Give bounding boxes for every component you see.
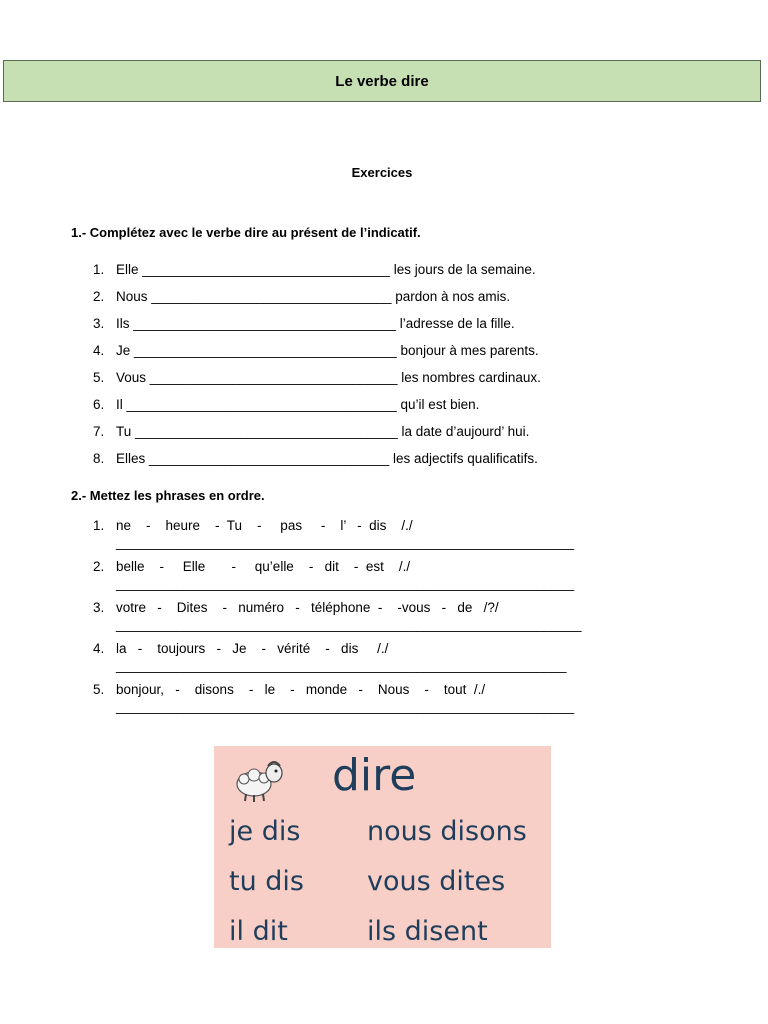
list-item — [93, 451, 541, 478]
conjugation-form: ils disent — [367, 916, 488, 947]
title-banner — [3, 60, 761, 102]
item-text: Elles ________________________________ les adjectifs qualificatifs. — [116, 451, 538, 466]
list-item — [93, 559, 582, 600]
scrambled-words: votre - Dites - numéro - téléphone - -vous - de /?/ — [116, 600, 499, 615]
answer-line: _____________________________________________________________ — [116, 576, 574, 591]
scrambled-words: ne - heure - Tu - pas - l’ - dis /./ — [116, 518, 413, 533]
item-text: Vous _________________________________ les nombres cardinaux. — [116, 370, 541, 385]
exercise2-title: 2.- Mettez les phrases en ordre. — [71, 488, 265, 503]
conjugation-form: je dis — [229, 816, 301, 847]
item-number: 5. — [93, 370, 105, 385]
item-text: Nous ________________________________ pardon à nos amis. — [116, 289, 511, 304]
item-number: 6. — [93, 397, 105, 412]
list-item — [93, 262, 541, 289]
list-item — [93, 641, 582, 682]
list-item — [93, 370, 541, 397]
scrambled-words: bonjour, - disons - le - monde - Nous - tout /./ — [116, 682, 486, 697]
item-text: Il ____________________________________ qu’il est bien. — [116, 397, 480, 412]
item-text: Elle _________________________________ les jours de la semaine. — [116, 262, 536, 277]
answer-line: _____________________________________________________________ — [116, 535, 574, 550]
item-number: 4. — [93, 641, 105, 656]
conjugation-form: il dit — [229, 916, 288, 947]
item-number: 1. — [93, 262, 105, 277]
item-number: 2. — [93, 559, 105, 574]
item-text: Ils ___________________________________ l’adresse de la fille. — [116, 316, 515, 331]
list-item — [93, 289, 541, 316]
item-number: 4. — [93, 343, 105, 358]
item-text: Tu ___________________________________ la date d’aujourd’ hui. — [116, 424, 530, 439]
item-number: 3. — [93, 600, 105, 615]
conjugation-card — [214, 746, 551, 948]
scrambled-words: belle - Elle - qu’elle - dit - est /./ — [116, 559, 411, 574]
item-number: 3. — [93, 316, 105, 331]
exercise1-title: 1.- Complétez avec le verbe dire au présent de l’indicatif. — [71, 225, 421, 240]
item-number: 5. — [93, 682, 105, 697]
item-text: Je ___________________________________ bonjour à mes parents. — [116, 343, 539, 358]
exercise1-list — [93, 262, 541, 478]
conjugation-form: vous dites — [367, 866, 506, 897]
list-item — [93, 316, 541, 343]
item-number: 8. — [93, 451, 105, 466]
list-item — [93, 600, 582, 641]
answer-line: ____________________________________________________________ — [116, 658, 567, 673]
scrambled-words: la - toujours - Je - vérité - dis /./ — [116, 641, 389, 656]
item-number: 7. — [93, 424, 105, 439]
item-number: 1. — [93, 518, 105, 533]
list-item — [93, 424, 541, 451]
item-number: 2. — [93, 289, 105, 304]
exercise2-list — [93, 518, 582, 723]
list-item — [93, 518, 582, 559]
subtitle: Exercices — [351, 165, 413, 180]
conjugation-form: nous disons — [367, 816, 527, 847]
answer-line: ______________________________________________________________ — [116, 617, 582, 632]
conjugation-form: tu dis — [229, 866, 304, 897]
list-item — [93, 682, 582, 723]
sheep-icon — [232, 754, 288, 804]
list-item — [93, 397, 541, 424]
page-title: Le verbe dire — [335, 72, 429, 90]
answer-line: _____________________________________________________________ — [116, 699, 574, 714]
list-item — [93, 343, 541, 370]
verb-heading: dire — [332, 750, 417, 801]
